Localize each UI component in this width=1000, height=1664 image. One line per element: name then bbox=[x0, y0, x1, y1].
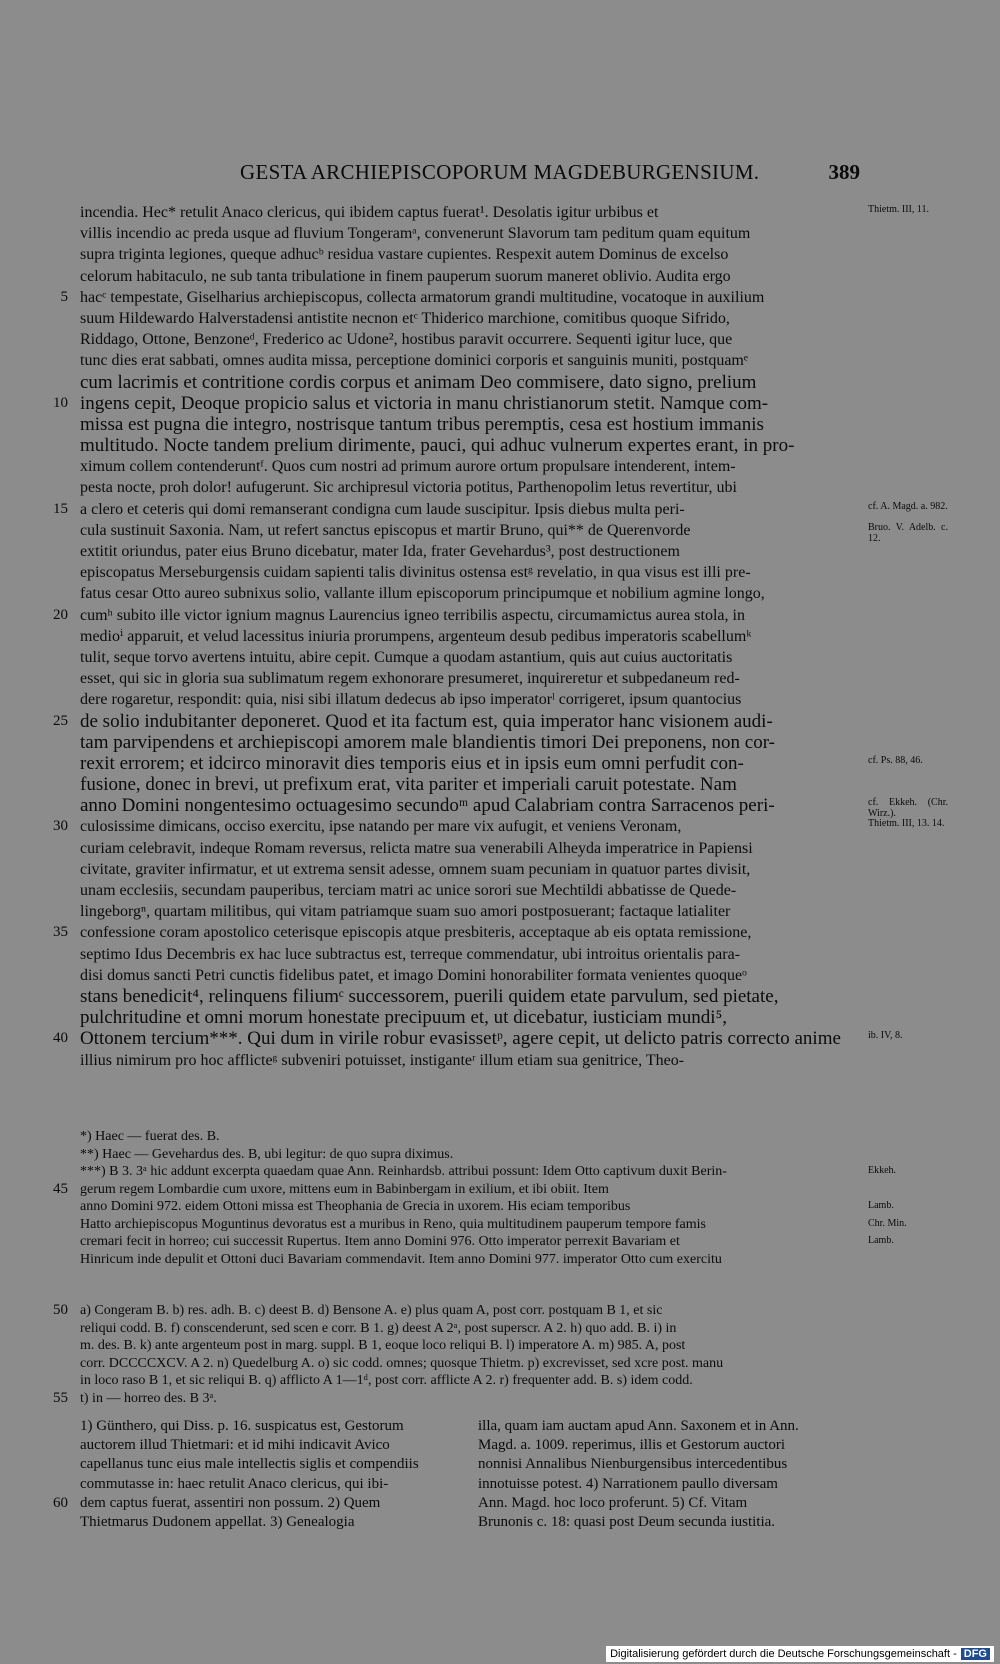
line-text: a) Congeram B. b) res. adh. B. c) deest B. d) Bensone A. e) plus quam A, post corr. postquam B 1, et sic bbox=[80, 1303, 663, 1318]
margin-note: cf. A. Magd. a. 982. bbox=[868, 500, 948, 512]
line-text: supra triginta legiones, queque adhucᵇ residua vastare cupientes. Respexit autem Dominus de excelso bbox=[80, 246, 729, 264]
text-line bbox=[80, 838, 860, 859]
line-number: 30 bbox=[53, 818, 68, 835]
page-header bbox=[80, 160, 860, 190]
margin-note: cf. Ekkeh. (Chr. Wirz.). bbox=[868, 797, 948, 820]
line-text: curiam celebravit, indeque Romam reversus, relicta matre sua venerabili Alheyda imperatrice in Papiensi bbox=[80, 839, 753, 857]
line-text: extitit oriundus, pater eius Bruno dicebatur, mater Ida, frater Gevehardus³, post destructionem bbox=[80, 543, 680, 560]
text-line bbox=[80, 583, 860, 604]
text-line bbox=[80, 732, 860, 753]
commentary-line bbox=[478, 1417, 853, 1436]
line-text: suum Hildewardo Halverstadensi antistite necnon etᶜ Thiderico marchione, comitibus quoque Sifrido, bbox=[80, 309, 730, 327]
text-line bbox=[53, 1180, 860, 1199]
commentary-right-column bbox=[478, 1417, 853, 1532]
commentary-line bbox=[53, 1494, 455, 1513]
line-text: t) in — horreo des. B 3ᵃ. bbox=[80, 1390, 217, 1406]
line-text: episcopatus Merseburgensis cuidam sapienti talis divinitus ostensa estᵍ revelatio, in qua visus est illi pre- bbox=[80, 564, 751, 582]
text-line bbox=[80, 1372, 860, 1390]
line-text: m. des. B. k) ante argenteum post in marg. suppl. B 1, eoque loco reliqui B. l) imperatore A. m) 985. A, post bbox=[80, 1338, 686, 1353]
text-line bbox=[80, 477, 860, 498]
text-line bbox=[80, 774, 860, 795]
text-line bbox=[80, 1050, 860, 1071]
text-line bbox=[80, 414, 860, 435]
line-text: anno Domini 972. eidem Ottoni missa est Theophania de Grecia in uxorem. His eciam temporibus bbox=[80, 1199, 631, 1214]
text-line bbox=[80, 944, 860, 965]
line-text: gerum regem Lombardie cum uxore, mittens eum in Babinbergam in exilium, et ibi obiit. Item bbox=[80, 1181, 609, 1197]
main-text bbox=[53, 202, 948, 1071]
line-text: Hatto archiepiscopus Moguntinus devoratus est a muribus in Reno, quia multitudinem pauperum tempore famis bbox=[80, 1216, 706, 1232]
line-text: celorum habitaculo, ne sub tanta tribulatione in finem pauperum suorum maneret oblivio. Audita ergo bbox=[80, 267, 731, 285]
text-line bbox=[80, 350, 860, 371]
line-number: 20 bbox=[53, 606, 68, 623]
text-line bbox=[80, 1128, 860, 1146]
commentary-line bbox=[478, 1513, 853, 1532]
line-text: disi domus sancti Petri cunctis fidelibus patet, et imago Domini honorabiliter formata venientes quoqueᵒ bbox=[80, 966, 747, 984]
dfg-logo: DFG bbox=[961, 1648, 990, 1660]
line-text: cumʰ subito ille victor ignium magnus Laurencius igneo terribilis aspectu, circumamictus aurea stola, in bbox=[80, 606, 745, 624]
text-line bbox=[80, 541, 860, 562]
commentary-text: nonnisi Annalibus Nienburgensibus intercedentibus bbox=[478, 1456, 788, 1473]
text-line bbox=[80, 520, 948, 544]
text-line bbox=[53, 499, 948, 520]
line-text: fusione, donec in brevi, ut prefixum erat, vita pariter et imperiali caruit potestate. Nam bbox=[80, 774, 737, 796]
line-text: ***) B 3. 3ᵃ hic addunt excerpta quaedam quae Ann. Reinhardsb. attribui possunt: Idem Otto captivum duxit Berin- bbox=[80, 1164, 727, 1179]
line-text: Ottonem tercium***. Qui dum in virile robur evasissetᵖ, agere cepit, ut delicto patris correcto anime bbox=[80, 1028, 841, 1050]
commentary-text: Ann. Magd. hoc loco proferunt. 5) Cf. Vitam bbox=[478, 1494, 748, 1511]
text-line bbox=[53, 1302, 860, 1320]
line-text: cula sustinuit Saxonia. Nam, ut refert sanctus episcopus et martir Bruno, qui** de Querenvorde bbox=[80, 521, 691, 539]
text-line bbox=[80, 668, 860, 689]
text-line bbox=[80, 986, 860, 1007]
line-text: tunc dies erat sabbati, omnes audita missa, perceptione dominici corporis et sanguinis muniti, postquamᵉ bbox=[80, 352, 748, 370]
line-text: tam parvipendens et archiepiscopi amorem male blandientis timori Dei preponens, non cor- bbox=[80, 731, 776, 753]
line-text: esset, qui sic in gloria sua sublimatum regem exhonorare presumeret, inquireretur et subpedaneum red- bbox=[80, 670, 740, 688]
text-line bbox=[80, 689, 860, 710]
commentary-line bbox=[478, 1455, 853, 1474]
text-line bbox=[80, 456, 860, 477]
line-text: illius nimirum pro hoc afflicteᵍ subveniri potuisset, instiganteʳ illum etiam sua genitrice, Theo- bbox=[80, 1051, 685, 1069]
star-footnotes bbox=[53, 1128, 907, 1268]
text-line bbox=[80, 965, 860, 986]
text-line bbox=[80, 308, 860, 329]
line-number: 40 bbox=[53, 1030, 68, 1047]
line-text: a clero et ceteris qui domi remanserant condigna cum laude suscipitur. Ipsis diebus multa peri- bbox=[80, 500, 685, 518]
text-line bbox=[80, 752, 923, 774]
line-text: medioⁱ apparuit, et velud lacessitus iniuria prorumpens, argenteum desub pedibus imperatoris scabellumᵏ bbox=[80, 627, 752, 645]
text-line bbox=[80, 1163, 897, 1181]
line-text: tulit, seque torvo avertens intuitu, abire cepit. Cumque a quodam astantium, quis aut cuius auctoritatis bbox=[80, 648, 733, 666]
commentary-text: innotuisse potest. 4) Narrationem paullo diversam bbox=[478, 1475, 778, 1492]
margin-note: ib. IV, 8. bbox=[868, 1030, 903, 1042]
text-line bbox=[53, 392, 860, 414]
commentary-line bbox=[80, 1475, 455, 1494]
text-line bbox=[53, 605, 860, 626]
page-number: 389 bbox=[828, 160, 860, 184]
margin-note: Lamb. bbox=[868, 1200, 894, 1211]
line-text: fatus cesar Otto aureo subnixus solio, vallante illum episcoporum principumque et nobilium agmine longo, bbox=[80, 585, 765, 603]
text-line bbox=[80, 1233, 894, 1251]
text-line bbox=[53, 1389, 860, 1408]
footer-credit[interactable] bbox=[606, 1646, 994, 1662]
line-text: villis incendio ac preda usque ad fluvium Tongeramᵃ, convenerunt Slavorum tam peditum quam equitum bbox=[80, 225, 751, 243]
margin-note: cf. Ps. 88, 46. bbox=[868, 754, 923, 766]
commentary-text: Thietmarus Dudonem appellat. 3) Genealogia bbox=[80, 1513, 355, 1530]
text-line bbox=[80, 266, 860, 287]
commentary-text: auctorem illud Thietmari: et id mihi indicavit Avico bbox=[80, 1437, 390, 1454]
text-line bbox=[60, 287, 860, 308]
line-text: corr. DCCCCXCV. A 2. n) Quedelburg A. o) sic codd. omnes; quosque Thietm. p) excrevisset, sed xcre post. manu bbox=[80, 1355, 724, 1371]
line-number: 10 bbox=[53, 394, 68, 411]
line-number: 55 bbox=[53, 1389, 68, 1406]
text-line bbox=[80, 859, 860, 880]
line-text: anno Domini nongentesimo octuagesimo secundoᵐ apud Calabriam contra Sarracenos peri- bbox=[80, 795, 775, 817]
line-text: missa est pugna die integro, nostrisque tantum tribus peremptis, cesa est hostium immanis bbox=[80, 413, 764, 435]
line-number: 35 bbox=[53, 924, 68, 941]
text-line bbox=[80, 1198, 894, 1216]
line-text: unam ecclesiis, secundam pauperibus, terciam matri ac unice sorori sue Mechtildi abbatisse de Quede- bbox=[80, 882, 737, 899]
text-line bbox=[80, 880, 860, 901]
line-text: cum lacrimis et contritione cordis corpus et animam Deo commisere, dato signo, prelium bbox=[80, 371, 757, 393]
margin-note: Lamb. bbox=[868, 1235, 894, 1246]
commentary-text: dem captus fuerat, assentiri non possum. 2) Quem bbox=[80, 1494, 381, 1511]
margin-note: Thietm. III, 13. 14. bbox=[868, 818, 945, 830]
commentary-text: commutasse in: haec retulit Anaco clericus, qui ibi- bbox=[80, 1475, 389, 1492]
footer-text: Digitalisierung gefördert durch die Deutsche Forschungsgemeinschaft - bbox=[610, 1648, 957, 1660]
commentary-line bbox=[478, 1475, 853, 1494]
text-line bbox=[80, 202, 930, 223]
text-line bbox=[80, 435, 860, 456]
line-text: de solio indubitanter deponeret. Quod et ita factum est, quia imperator hanc visionem audi- bbox=[80, 710, 773, 732]
line-number: 50 bbox=[53, 1302, 68, 1318]
line-text: incendia. Hec* retulit Anaco clericus, qui ibidem captus fuerat¹. Desolatis igitur urbibus et bbox=[80, 204, 659, 221]
text-line bbox=[80, 562, 860, 583]
commentary-text: illa, quam iam auctam apud Ann. Saxonem et in Ann. bbox=[478, 1418, 799, 1434]
line-text: rexit errorem; et idcirco minoravit dies temporis eius et in ipsis eum omni perfudit con- bbox=[80, 752, 744, 774]
commentary-line bbox=[478, 1494, 853, 1513]
text-line bbox=[53, 1028, 903, 1050]
line-number: 15 bbox=[53, 500, 68, 517]
commentary-line bbox=[80, 1436, 455, 1455]
text-line bbox=[80, 1216, 907, 1234]
text-line bbox=[80, 244, 860, 265]
text-line bbox=[80, 1251, 860, 1269]
line-text: in loco raso B 1, et sic reliqui B. q) afflicto A 1—1ᵈ, post corr. afflicte A 2. r) frequenter add. B. s) idem codd. bbox=[80, 1373, 693, 1388]
line-text: ximum collem contenderuntᶠ. Quos cum nostri ad primum aurore ortum propulsare intenderent, intem- bbox=[80, 458, 736, 476]
line-text: culosissime dimicans, occiso exercitu, ipse natando per mare vix aufugit, et veniens Veronam, bbox=[80, 818, 682, 836]
commentary-line bbox=[80, 1417, 455, 1436]
margin-note: Thietm. III, 11. bbox=[868, 204, 930, 215]
text-line bbox=[80, 901, 860, 922]
commentary-text: Brunonis c. 18: quasi post Deum secunda iustitia. bbox=[478, 1513, 776, 1530]
line-text: lingeborgⁿ, quartam militibus, qui vitam patriamque suam suo amori postposuerant; factaque latialiter bbox=[80, 903, 731, 921]
line-text: *) Haec — fuerat des. B. bbox=[80, 1129, 220, 1144]
line-text: confessione coram apostolico ceterisque episcopis atque presbiteris, acceptaque ab eis optata remissione, bbox=[80, 924, 752, 942]
text-line bbox=[80, 329, 860, 350]
line-text: dere rogaretur, respondit: quia, nisi sibi illatum dedecus ab ipso imperatorˡ corrigeret, ipsum quantocius bbox=[80, 691, 742, 709]
line-number: 45 bbox=[53, 1180, 68, 1197]
text-line bbox=[80, 1007, 860, 1028]
text-line bbox=[53, 710, 860, 732]
text-line bbox=[80, 1355, 860, 1373]
line-number: 5 bbox=[60, 288, 68, 305]
text-line bbox=[80, 1337, 860, 1355]
text-line bbox=[80, 795, 948, 820]
line-text: septimo Idus Decembris ex hac luce subtractus est, terreque commendatur, ubi introitus orientalis para- bbox=[80, 945, 741, 963]
running-title: GESTA ARCHIEPISCOPORUM MAGDEBURGENSIUM. bbox=[240, 160, 760, 184]
line-text: cremari fecit in horreo; cui successit Rupertus. Item anno Domini 976. Otto imperator perrexit Bavariam et bbox=[80, 1234, 680, 1249]
text-line bbox=[53, 922, 860, 943]
line-text: stans benedicit⁴, relinquens filiumᶜ successorem, puerili quidem etate parvulum, sed pietate, bbox=[80, 985, 779, 1007]
line-text: civitate, graviter infirmatur, et ut extrema sensit adesse, omnem suam pecuniam in quatuor partes divisit, bbox=[80, 860, 751, 878]
commentary-line bbox=[80, 1455, 455, 1474]
commentary-text: Magd. a. 1009. reperimus, illis et Gestorum auctori bbox=[478, 1437, 786, 1454]
margin-note: Ekkeh. bbox=[868, 1165, 897, 1176]
line-text: pulchritudine et omni morum honestate precipuum et, ut dicebatur, iusticiam mundi⁵, bbox=[80, 1007, 727, 1029]
text-line bbox=[53, 816, 945, 837]
text-line bbox=[80, 372, 860, 393]
variant-footnotes bbox=[53, 1302, 860, 1407]
commentary-text: capellanus tunc eius male intellectis siglis et compendiis bbox=[80, 1456, 419, 1473]
commentary-left-column bbox=[53, 1417, 455, 1532]
line-text: **) Haec — Gevehardus des. B, ubi legitur: de quo supra diximus. bbox=[80, 1146, 454, 1162]
line-text: reliqui codd. B. f) conscenderunt, sed scen e corr. B 1. g) deest A 2ᵃ, post superscr. A 2. h) quo add. B. i) in bbox=[80, 1320, 677, 1336]
text-line bbox=[80, 1320, 860, 1338]
commentary-text: 1) Günthero, qui Diss. p. 16. suspicatus est, Gestorum bbox=[80, 1418, 404, 1434]
text-line bbox=[80, 626, 860, 647]
line-text: Hinricum inde depulit et Ottoni duci Bavariam commendavit. Item anno Domini 977. imperator Otto cum exercitu bbox=[80, 1251, 722, 1267]
commentary-line bbox=[80, 1513, 455, 1532]
line-text: ingens cepit, Deoque propicio salus et victoria in manu christianorum stetit. Namque com- bbox=[80, 392, 769, 414]
line-number: 25 bbox=[53, 712, 68, 729]
commentary-line bbox=[478, 1436, 853, 1455]
text-line bbox=[80, 647, 860, 668]
margin-note: Bruo. V. Adelb. c. 12. bbox=[868, 521, 948, 544]
margin-note: Chr. Min. bbox=[868, 1217, 907, 1229]
line-text: Riddago, Ottone, Benzoneᵈ, Frederico ac Udone², hostibus paravit occurrere. Sequenti igitur luce, que bbox=[80, 331, 733, 349]
text-line bbox=[80, 223, 860, 244]
text-line bbox=[80, 1146, 860, 1164]
line-text: hacᶜ tempestate, Giselharius archiepiscopus, collecta armatorum grandi multitudine, vocatoque in auxilium bbox=[80, 288, 765, 306]
line-number: 60 bbox=[53, 1494, 68, 1511]
line-text: multitudo. Nocte tandem prelium dirimente, pauci, qui adhuc vulnerum expertes erant, in pro- bbox=[80, 435, 795, 457]
line-text: pesta nocte, proh dolor! aufugerunt. Sic archipresul victoria potitus, Parthenopolim letus revertitur, ubi bbox=[80, 479, 737, 497]
